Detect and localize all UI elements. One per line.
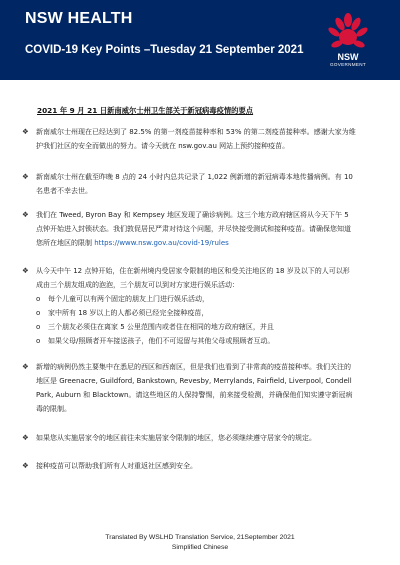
sub-bullet-icon: o [36,323,41,331]
bullet-text: 从今天中午 12 点钟开始，住在新州境内受居家令限制的地区和受关注地区的 18 岁及以下的人可以形成由三个朋友组成的泡泡，三个朋友可以到对方家进行娱乐活动： [36,267,350,289]
list-item [22,459,356,473]
sub-bullet-text: 如果父母/照顾者开车接送孩子，他们不可逗留与其他父母或照顾者互动。 [48,337,275,345]
list-item [22,208,356,250]
footer-language: Simplified Chinese [171,544,229,551]
bullet-text: 新南威尔士州现在已经达到了 82.5% 的第一剂疫苗接种率和 53% 的第二剂疫苗接种率。感谢大家为维护我们社区的安全而做出的努力。请今天就在 nsw.gov.au 网站上预约接种疫苗。 [36,128,356,150]
list-item [22,264,356,348]
bullet-text: 新增的病例仍然主要集中在悉尼的西区和西南区，但是我们也看到了非常高的疫苗接种率。我们关注的地区是 Greenacre, Guildford, Bankstown, Revesby, Merrylands, Fairfield, Liverpool, Condell Park, Auburn 和 Blacktown。请这些地区的人保持警惕，前来接受检测，并确保他们知实遵守新冠病毒的限制。 [36,363,353,413]
logo-wordmark: NSW [337,52,359,62]
bullet-text-body: 我们在 Tweed, Byron Bay 和 Kempsey 地区发现了确诊病例。这三个地方政府辖区将从今天下午 5 点钟开始进入封锁状态。我们敦促居民严肃对待这个问题，并尽快接受测试和接种疫苗。请确保您知道您所在地区的限制 [36,211,351,247]
list-item [22,431,356,445]
sub-bullet-text: 三个朋友必须住在离家 5 公里范围内或者住在相同的地方政府辖区，并且 [48,323,274,331]
logo-government-label: GOVERNMENT [330,62,366,67]
document-heading: 2021 年 9 月 21 日新南威尔士州卫生部关于新冠病毒疫情的要点 [37,106,254,115]
sub-bullet-icon: o [36,295,41,303]
header-banner [0,0,400,80]
sub-bullet-text: 家中所有 18 岁以上的人都必须已经完全接种疫苗， [48,309,209,317]
bullet-icon: ❖ [22,433,29,442]
bullet-text [36,208,356,250]
bullet-text: 如果您从实施居家令的地区前往未实施居家令限制的地区，您必须继续遵守居家令的规定。 [36,434,316,442]
bullet-icon: ❖ [22,266,29,275]
footer-credit: Translated By WSLHD Translation Service, 21September 2021 [105,534,295,541]
bullet-icon: ❖ [22,362,29,371]
sub-bullet-text: 每个儿童可以有两个固定的朋友上门进行娱乐活动， [48,295,209,303]
sub-list-item [36,334,356,348]
bullet-icon: ❖ [22,210,29,219]
sub-bullet-icon: o [36,309,41,317]
header-title: NSW HEALTH [25,10,133,27]
list-item [22,360,356,416]
sub-bullet-icon: o [36,337,41,345]
list-item [22,125,356,153]
bullet-icon: ❖ [22,127,29,136]
bullet-icon: ❖ [22,461,29,470]
header-subtitle: COVID-19 Key Points –Tuesday 21 September 2021 [25,44,304,56]
bullet-text: 新南威尔士州在截至昨晚 8 点的 24 小时内总共记录了 1,022 例新增的新冠病毒本地传播病例。有 10 名患者不幸去世。 [36,173,353,195]
covid-rules-link[interactable]: https://www.nsw.gov.au/covid-19/rules [94,239,229,247]
sub-list-item [36,306,356,320]
sub-list-item [36,292,356,306]
sub-list-item [36,320,356,334]
list-item [22,170,356,198]
bullet-text: 接种疫苗可以帮助我们所有人对重返社区感到安全。 [36,462,197,470]
translation-footer [0,533,400,553]
bullet-icon: ❖ [22,172,29,181]
